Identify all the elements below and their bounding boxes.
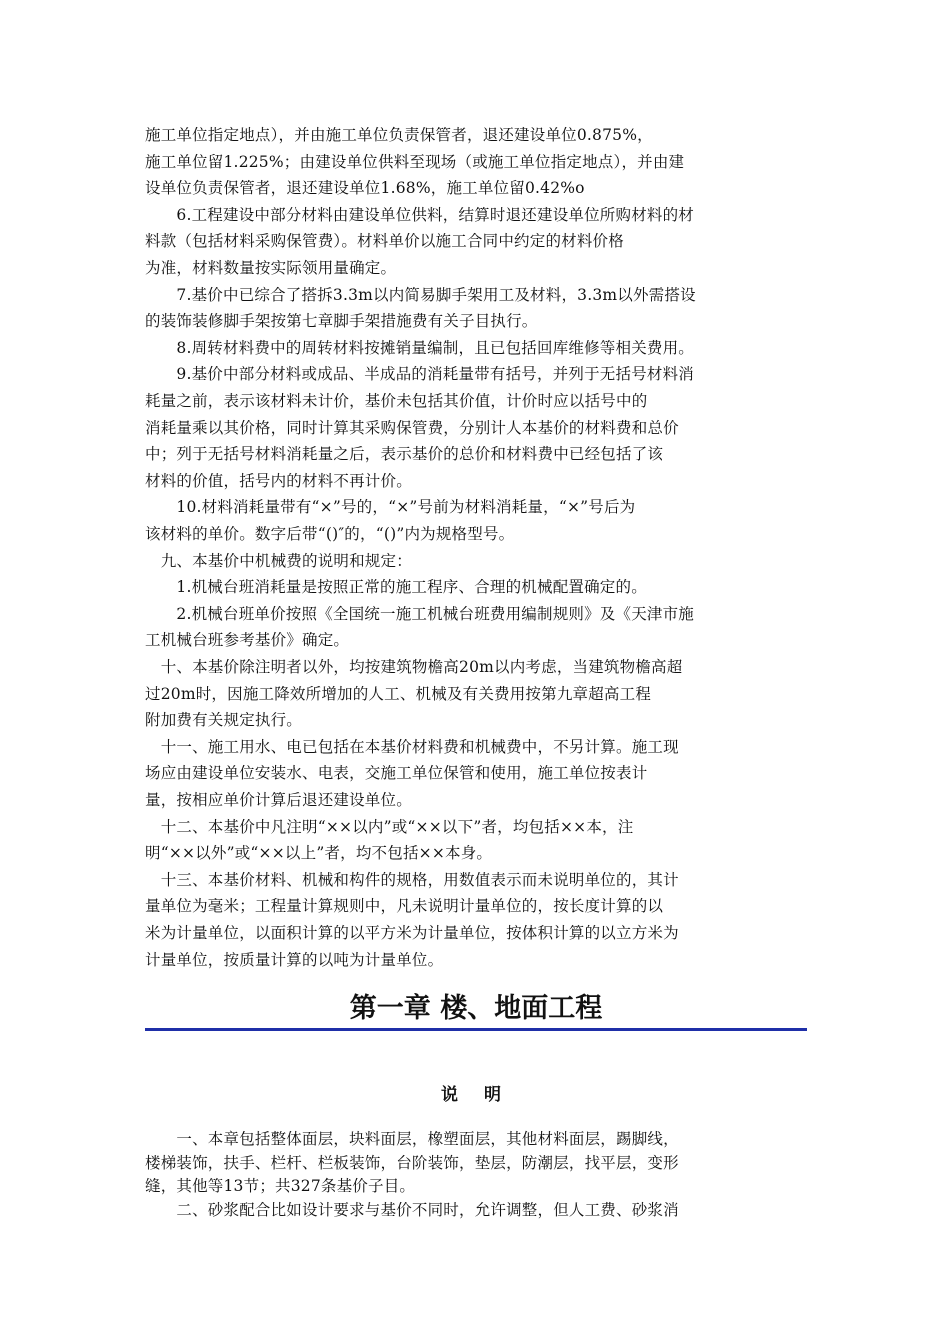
chapter-title: 第一章 楼、地面工程 — [349, 993, 603, 1024]
text-line: 消耗量乘以其价格，同时计算其采购保管费，分别计人本基价的材料费和总价 — [145, 418, 679, 437]
text-line: 耗量之前，表示该材料未计价，基价未包括其价值，计价时应以括号中的 — [145, 392, 648, 410]
section-title: 说 明 — [441, 1085, 511, 1105]
text-line: 该材料的单价。数字后带“()″的，“()”内为规格型号。 — [145, 525, 515, 543]
text-line: 9.基价中部分材料或成品、半成品的消耗量带有括号，并列于无括号材料消 — [145, 365, 694, 384]
text-line: 十三、本基价材料、机械和构件的规格，用数值表示而未说明单位的，其计 — [145, 870, 679, 889]
text-line: 缝，其他等13节；共327条基价子目。 — [145, 1177, 416, 1196]
text-line: 2.机械台班单价按照《全国统一施工机械台班费用编制规则》及《天津市施 — [145, 604, 694, 623]
text-line: 1.机械台班消耗量是按照正常的施工程序、合理的机械配置确定的。 — [145, 578, 647, 597]
text-line: 10.材料消耗量带有“×”号的，“×”号前为材料消耗量，“×”号后为 — [145, 498, 636, 517]
text-line: 6.工程建设中部分材料由建设单位供料，结算时退还建设单位所购材料的材 — [145, 205, 694, 224]
text-line: 附加费有关规定执行。 — [145, 711, 303, 730]
text-line: 施工单位指定地点），并由施工单位负责保管者，退还建设单位0.875%， — [145, 126, 653, 144]
text-line: 十、本基价除注明者以外，均按建筑物檐高20m以内考虑，当建筑物檐高超 — [145, 658, 683, 676]
text-line: 材料的价值，括号内的材料不再计价。 — [145, 471, 412, 490]
text-line: 过20m时，因施工降效所增加的人工、机械及有关费用按第九章超高工程 — [145, 684, 652, 703]
text-line: 8.周转材料费中的周转材料按摊销量编制，且已包括回库维修等相关费用。 — [145, 338, 694, 357]
text-line: 二、砂浆配合比如设计要求与基价不同时，允许调整，但人工费、砂浆消 — [145, 1200, 679, 1219]
text-line: 料款（包括材料采购保管费）。材料单价以施工合同中约定的材料价格 — [145, 232, 624, 251]
chapter-title-underline — [145, 1028, 807, 1031]
text-line: 计量单位，按质量计算的以吨为计量单位。 — [145, 950, 444, 969]
text-line: 一、本章包括整体面层，块料面层，橡塑面层，其他材料面层，踢脚线， — [145, 1130, 679, 1148]
text-line: 十一、施工用水、电已包括在本基价材料费和机械费中，不另计算。施工现 — [145, 737, 679, 756]
text-line: 施工单位留1.225%；由建设单位供料至现场（或施工单位指定地点），并由建 — [145, 152, 685, 171]
text-line: 米为计量单位，以面积计算的以平方米为计量单位，按体积计算的以立方米为 — [145, 924, 679, 942]
text-line: 为准，材料数量按实际领用量确定。 — [145, 259, 397, 277]
text-line: 楼梯装饰，扶手、栏杆、栏板装饰，台阶装饰，垫层，防潮层，找平层，变形 — [145, 1153, 679, 1172]
text-line: 量，按相应单价计算后退还建设单位。 — [145, 791, 412, 809]
text-line: 设单位负责保管者，退还建设单位1.68%，施工单位留0.42%o — [145, 179, 585, 198]
text-line: 的装饰装修脚手架按第七章脚手架措施费有关子目执行。 — [145, 312, 538, 331]
text-line: 中；列于无括号材料消耗量之后，表示基价的总价和材料费中已经包括了该 — [145, 445, 664, 464]
text-line: 量单位为毫米；工程量计算规则中，凡未说明计量单位的，按长度计算的以 — [145, 897, 664, 916]
text-line: 九、本基价中机械费的说明和规定： — [145, 551, 412, 570]
text-line: 7.基价中已综合了搭拆3.3m以内简易脚手架用工及材料，3.3m以外需搭设 — [145, 285, 696, 304]
text-line: 场应由建设单位安装水、电表，交施工单位保管和使用，施工单位按表计 — [145, 764, 648, 783]
text-line: 工机械台班参考基价》确定。 — [145, 631, 350, 650]
text-line: 明“××以外”或“××以上”者，均不包括××本身。 — [145, 844, 493, 863]
text-line: 十二、本基价中凡注明“××以内”或“××以下”者，均包括××本，注 — [145, 817, 634, 836]
